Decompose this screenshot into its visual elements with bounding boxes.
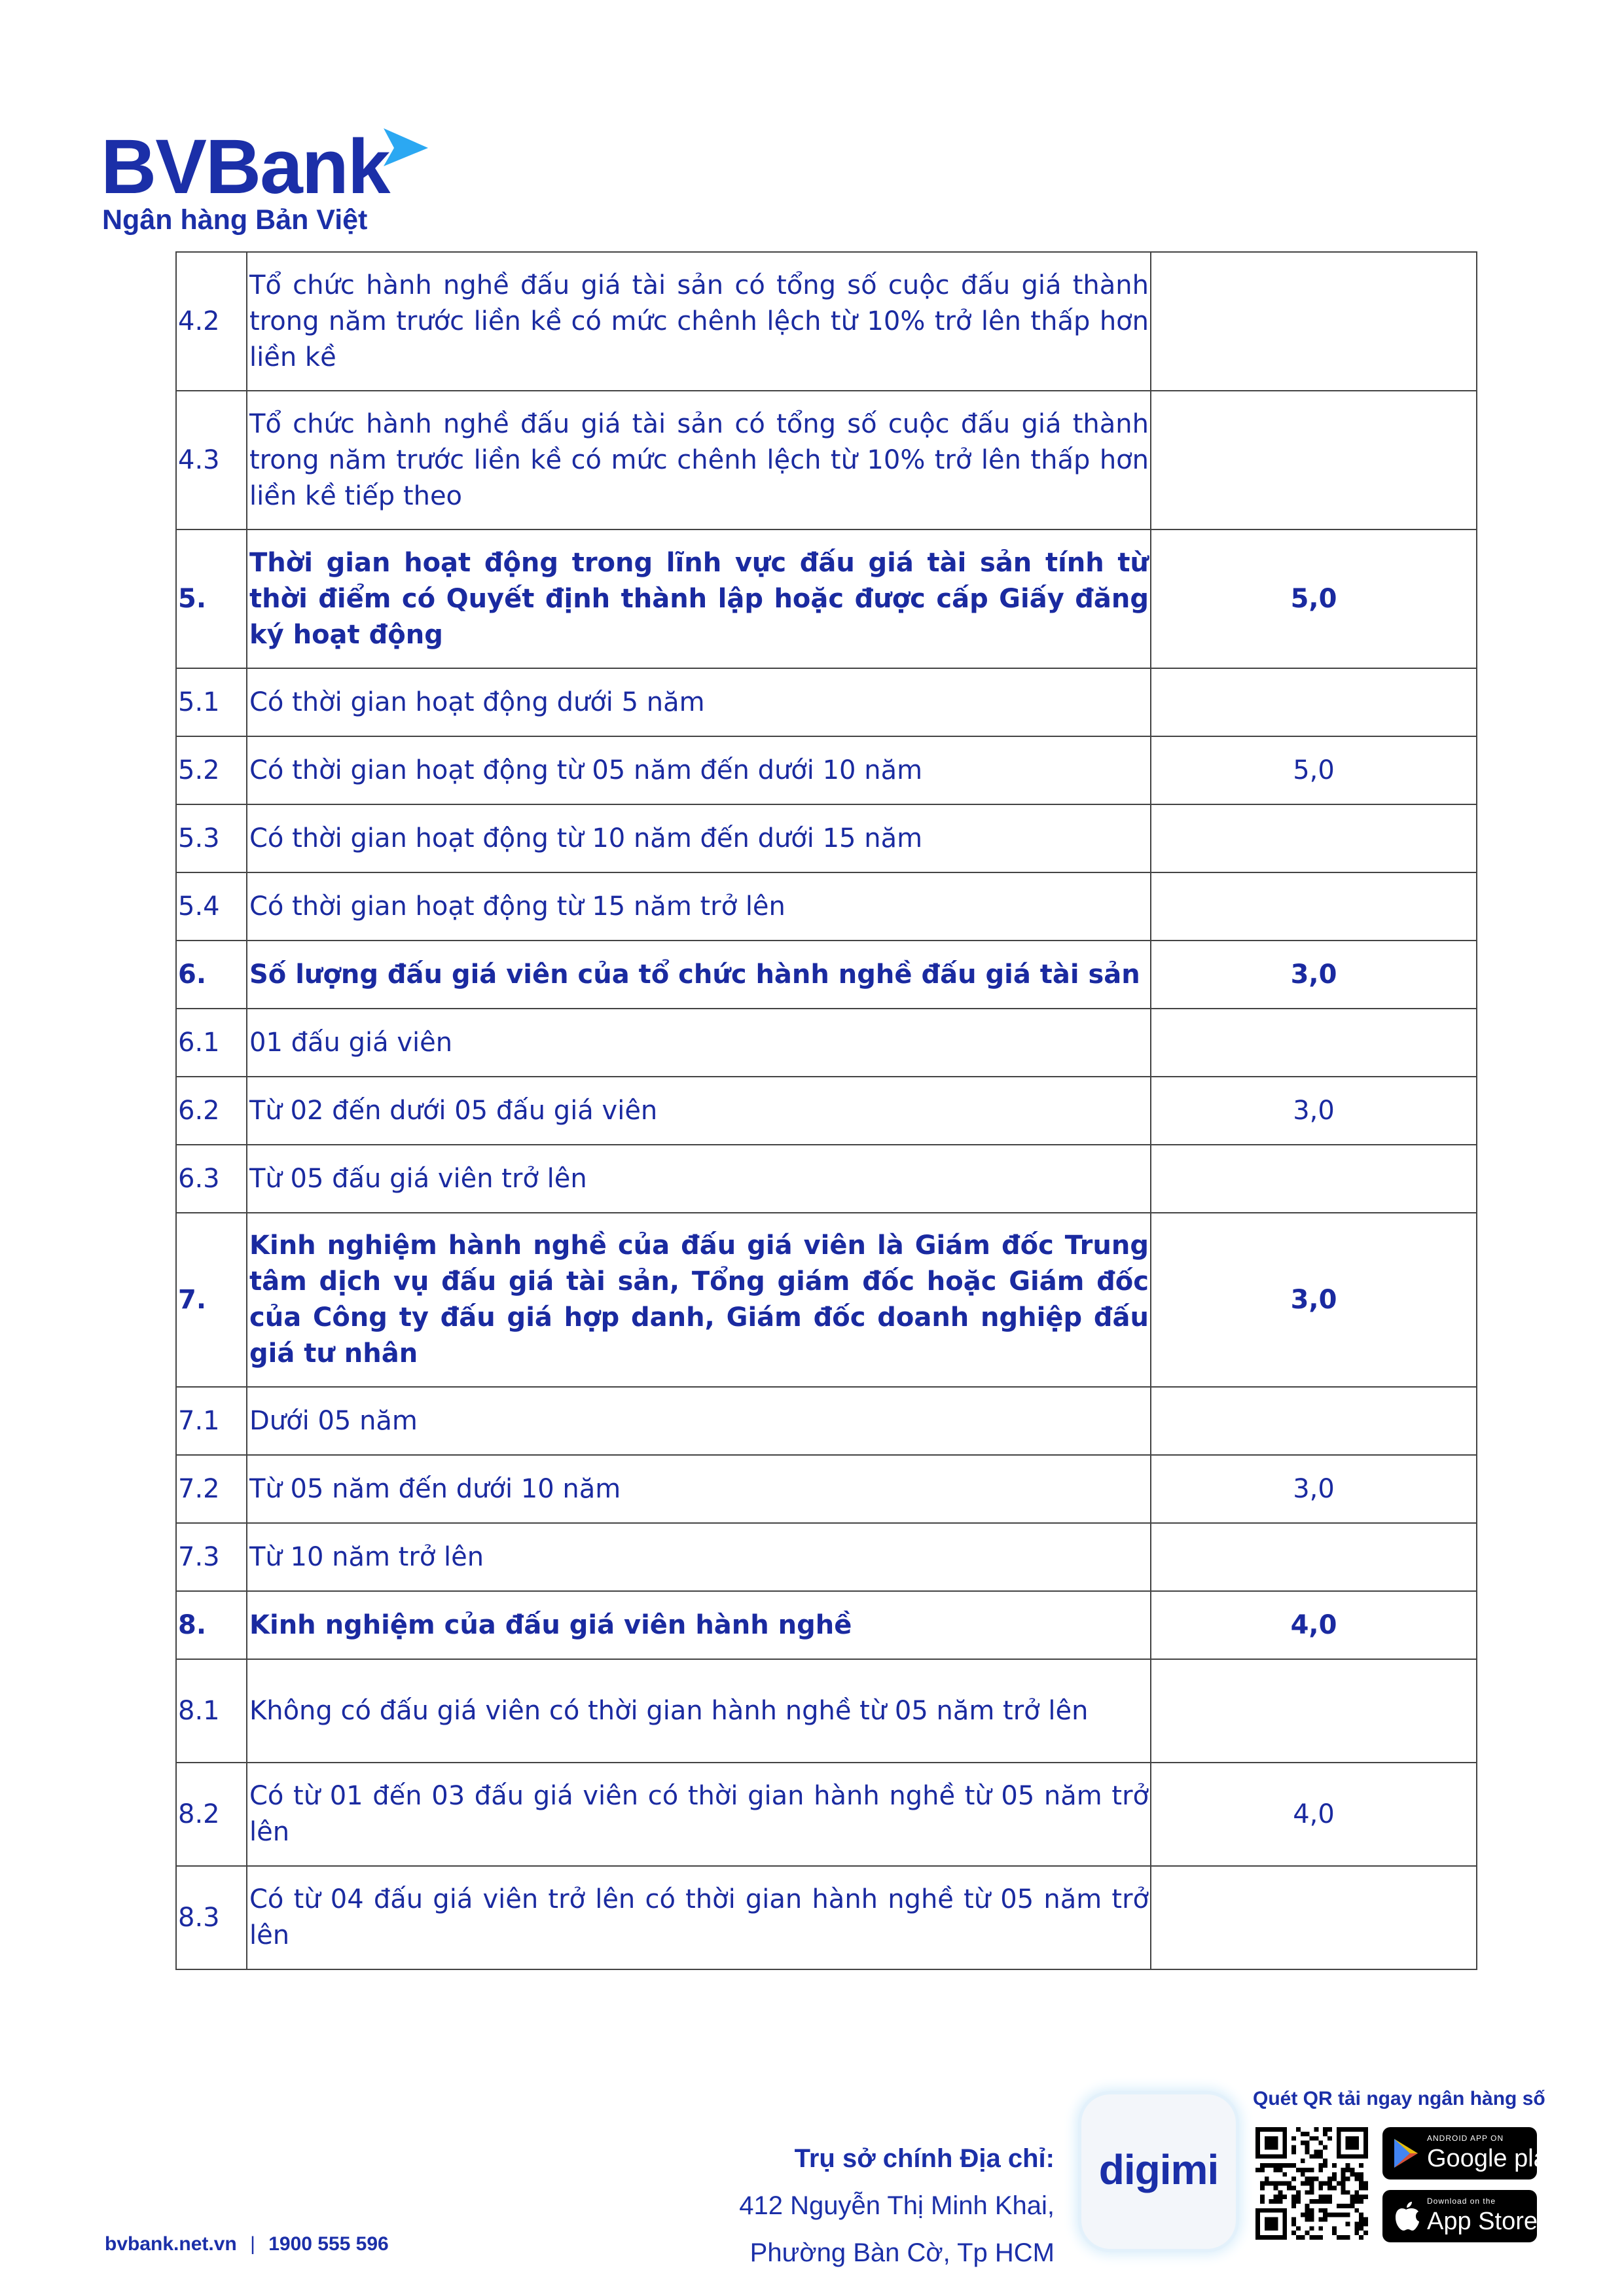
row-criterion: Có thời gian hoạt động từ 05 năm đến dưới 10 năm — [247, 736, 1151, 804]
row-number: 8.1 — [176, 1659, 247, 1763]
row-criterion: 01 đấu giá viên — [247, 1009, 1151, 1077]
row-criterion: Có từ 04 đấu giá viên trở lên có thời gian hành nghề từ 05 năm trở lên — [247, 1866, 1151, 1969]
qr-caption: Quét QR tải ngay ngân hàng số — [1253, 2088, 1545, 2109]
table-row — [176, 872, 1477, 941]
row-number: 8. — [176, 1591, 247, 1659]
row-number: 7.1 — [176, 1387, 247, 1455]
row-criterion: Có thời gian hoạt động từ 10 năm đến dưới 15 năm — [247, 804, 1151, 872]
row-score — [1151, 668, 1477, 736]
row-number: 8.2 — [176, 1763, 247, 1866]
app-store-small-label: Download on the — [1427, 2197, 1496, 2206]
row-score — [1151, 1659, 1477, 1763]
table-row — [176, 1387, 1477, 1455]
row-criterion: Dưới 05 năm — [247, 1387, 1151, 1455]
row-criterion: Từ 02 đến dưới 05 đấu giá viên — [247, 1077, 1151, 1145]
table-row — [176, 1763, 1477, 1866]
row-score: 5,0 — [1151, 736, 1477, 804]
table-row — [176, 529, 1477, 668]
footer-separator: | — [250, 2233, 255, 2255]
row-criterion: Từ 05 đấu giá viên trở lên — [247, 1145, 1151, 1213]
row-score — [1151, 252, 1477, 391]
criteria-table — [175, 251, 1477, 1970]
apple-icon — [1392, 2200, 1420, 2232]
row-criterion: Kinh nghiệm hành nghề của đấu giá viên là Giám đốc Trung tâm dịch vụ đấu giá tài sản, Tổng giám đốc hoặc Giám đốc của Công ty đấu giá hợp danh, Giám đốc doanh nghiệp đấu giá tư nhân — [247, 1213, 1151, 1387]
digimi-app-icon — [1081, 2094, 1236, 2249]
google-play-icon — [1392, 2138, 1420, 2169]
table-row — [176, 1591, 1477, 1659]
row-number: 8.3 — [176, 1866, 247, 1969]
row-score: 3,0 — [1151, 941, 1477, 1009]
row-criterion: Kinh nghiệm của đấu giá viên hành nghề — [247, 1591, 1151, 1659]
row-score — [1151, 1866, 1477, 1969]
row-number: 7.3 — [176, 1523, 247, 1591]
row-criterion: Tổ chức hành nghề đấu giá tài sản có tổng số cuộc đấu giá thành trong năm trước liền kề có mức chênh lệch từ 10% trở lên thấp hơn liền kề tiếp theo — [247, 391, 1151, 529]
table-row — [176, 941, 1477, 1009]
row-score: 4,0 — [1151, 1763, 1477, 1866]
bvbank-logo — [101, 124, 467, 249]
table-row — [176, 736, 1477, 804]
table-row — [176, 252, 1477, 391]
logo-tagline: Ngân hàng Bản Việt — [102, 204, 368, 236]
address-line-1: 412 Nguyễn Thị Minh Khai, — [739, 2191, 1055, 2220]
row-number: 5.2 — [176, 736, 247, 804]
google-play-label: Google play — [1427, 2145, 1560, 2172]
table-row — [176, 391, 1477, 529]
logo-wordmark: BVBank — [101, 124, 389, 210]
row-score — [1151, 391, 1477, 529]
row-number: 6.3 — [176, 1145, 247, 1213]
row-number: 5.4 — [176, 872, 247, 941]
digimi-app-name: digimi — [1098, 2146, 1219, 2193]
row-score — [1151, 804, 1477, 872]
table-row — [176, 1455, 1477, 1523]
row-score: 3,0 — [1151, 1077, 1477, 1145]
row-number: 4.2 — [176, 252, 247, 391]
hotline-link[interactable]: 1900 555 596 — [268, 2233, 389, 2255]
row-criterion: Có thời gian hoạt động dưới 5 năm — [247, 668, 1151, 736]
table-row — [176, 1077, 1477, 1145]
row-number: 6. — [176, 941, 247, 1009]
google-play-small-label: ANDROID APP ON — [1427, 2134, 1504, 2143]
row-score: 3,0 — [1151, 1213, 1477, 1387]
row-number: 4.3 — [176, 391, 247, 529]
row-score: 5,0 — [1151, 529, 1477, 668]
google-play-badge[interactable] — [1382, 2127, 1560, 2179]
row-number: 7. — [176, 1213, 247, 1387]
row-criterion: Số lượng đấu giá viên của tổ chức hành nghề đấu giá tài sản — [247, 941, 1151, 1009]
app-store-badge[interactable] — [1382, 2190, 1537, 2242]
row-score: 4,0 — [1151, 1591, 1477, 1659]
app-store-label: App Store — [1427, 2208, 1538, 2235]
row-score — [1151, 1387, 1477, 1455]
table-row — [176, 668, 1477, 736]
table-row — [176, 1866, 1477, 1969]
row-criterion: Tổ chức hành nghề đấu giá tài sản có tổng số cuộc đấu giá thành trong năm trước liền kề có mức chênh lệch từ 10% trở lên thấp hơn liền kề — [247, 252, 1151, 391]
row-criterion: Không có đấu giá viên có thời gian hành nghề từ 05 năm trở lên — [247, 1659, 1151, 1763]
row-number: 5.1 — [176, 668, 247, 736]
row-number: 7.2 — [176, 1455, 247, 1523]
row-number: 6.1 — [176, 1009, 247, 1077]
head-office-address — [688, 2135, 1055, 2276]
address-heading: Trụ sở chính Địa chỉ: — [794, 2144, 1055, 2173]
row-criterion: Có thời gian hoạt động từ 15 năm trở lên — [247, 872, 1151, 941]
row-number: 6.2 — [176, 1077, 247, 1145]
table-row — [176, 1523, 1477, 1591]
table-row — [176, 1009, 1477, 1077]
row-score — [1151, 872, 1477, 941]
table-row — [176, 1145, 1477, 1213]
criteria-table-body — [176, 252, 1477, 1969]
row-criterion: Từ 10 năm trở lên — [247, 1523, 1151, 1591]
website-link[interactable]: bvbank.net.vn — [105, 2233, 237, 2255]
row-criterion: Thời gian hoạt động trong lĩnh vực đấu giá tài sản tính từ thời điểm có Quyết định thành lập hoặc được cấp Giấy đăng ký hoạt động — [247, 529, 1151, 668]
row-score — [1151, 1009, 1477, 1077]
qr-code-icon — [1255, 2127, 1368, 2240]
footer-contact — [105, 2233, 389, 2255]
table-row — [176, 1213, 1477, 1387]
row-criterion: Từ 05 năm đến dưới 10 năm — [247, 1455, 1151, 1523]
row-criterion: Có từ 01 đến 03 đấu giá viên có thời gian hành nghề từ 05 năm trở lên — [247, 1763, 1151, 1866]
row-number: 5.3 — [176, 804, 247, 872]
row-score — [1151, 1523, 1477, 1591]
table-row — [176, 804, 1477, 872]
table-row — [176, 1659, 1477, 1763]
logo-flag-icon — [381, 128, 428, 166]
address-line-2: Phường Bàn Cờ, Tp HCM — [749, 2238, 1055, 2267]
row-score: 3,0 — [1151, 1455, 1477, 1523]
row-number: 5. — [176, 529, 247, 668]
row-score — [1151, 1145, 1477, 1213]
